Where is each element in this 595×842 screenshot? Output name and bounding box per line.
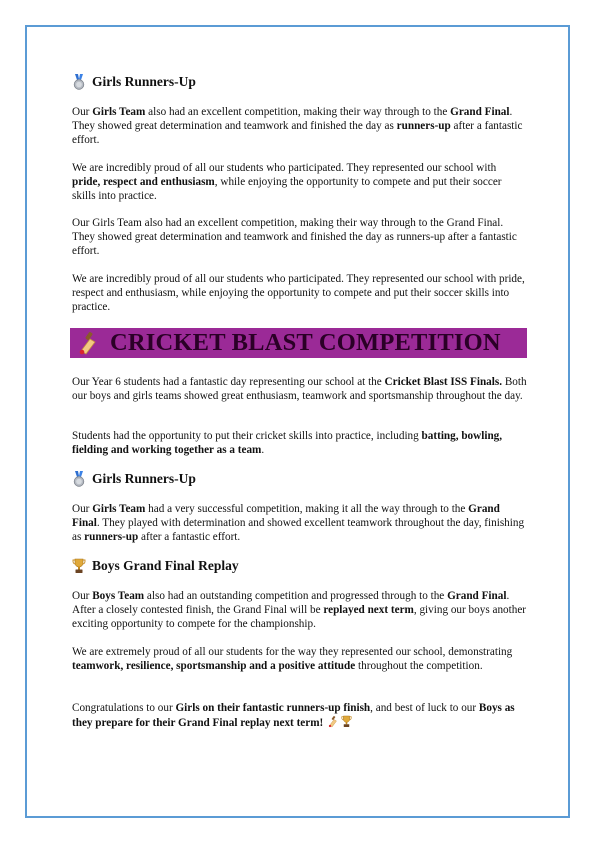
paragraph: Our Girls Team also had an excellent competition, making their way through to the Grand Final. They showed great determination and teamwork and finished the day as runners-up after a fantastic effort. [72,106,523,146]
paragraph: Students had the opportunity to put their cricket skills into practice, including batting, bowling, fielding and working together as a team. [72,430,503,456]
section-girls-runners-up [72,74,527,90]
trophy-icon [72,558,86,574]
paragraph: We are extremely proud of all our students for the way they represented our school, demonstrating teamwork, resilience, sportsmanship and a positive attitude throughout the competition. [72,646,513,672]
cricket-bat-icon [78,331,100,355]
silver-medal-icon [72,74,86,90]
section-heading [72,74,527,90]
section-heading [72,471,527,487]
heading-text: Boys Grand Final Replay [92,558,239,573]
cricket-bat-icon [328,715,339,728]
paragraph: We are incredibly proud of all our students who participated. They represented our school with pride, respect and enthusiasm, while enjoying the opportunity to compete and put their soccer skills into practice. [72,162,502,202]
paragraph: Our Girls Team also had an excellent competition, making their way through to the Grand Final. They showed great determination and teamwork and finished the day as runners-up after a fantastic effort. [72,217,517,257]
section-boys-grand-final-replay [72,558,527,574]
silver-medal-icon [72,471,86,487]
trophy-icon [341,715,352,728]
heading-text: Girls Runners-Up [92,471,196,486]
paragraph: Our Boys Team also had an outstanding competition and progressed through to the Grand Final. After a closely contested finish, the Grand Final will be replayed next term, giving our boys another exciting opportunity to compete for the championship. [72,590,527,630]
banner-title: CRICKET BLAST COMPETITION [110,329,501,356]
section-girls-runners-up-cricket [72,471,527,487]
paragraph: Our Year 6 students had a fantastic day representing our school at the Cricket Blast ISS Finals. Both our boys and girls teams showed great enthusiasm, teamwork and sportsmanship throughout the day. [72,376,527,402]
paragraph: Our Girls Team had a very successful competition, making it all the way through to the Grand Final. They played with determination and showed excellent teamwork throughout the day, finishing as runners-up after a fantastic effort. [72,503,525,543]
heading-text: Girls Runners-Up [92,74,196,89]
cricket-blast-banner [70,328,527,358]
paragraph: We are incredibly proud of all our students who participated. They represented our school with pride, respect and enthusiasm, while enjoying the opportunity to compete and put their soccer skills into practice. [72,273,525,313]
paragraph: Congratulations to our Girls on their fantastic runners-up finish, and best of luck to our Boys as they prepare for their Grand Final replay next term! [72,702,515,729]
section-heading [72,558,527,574]
